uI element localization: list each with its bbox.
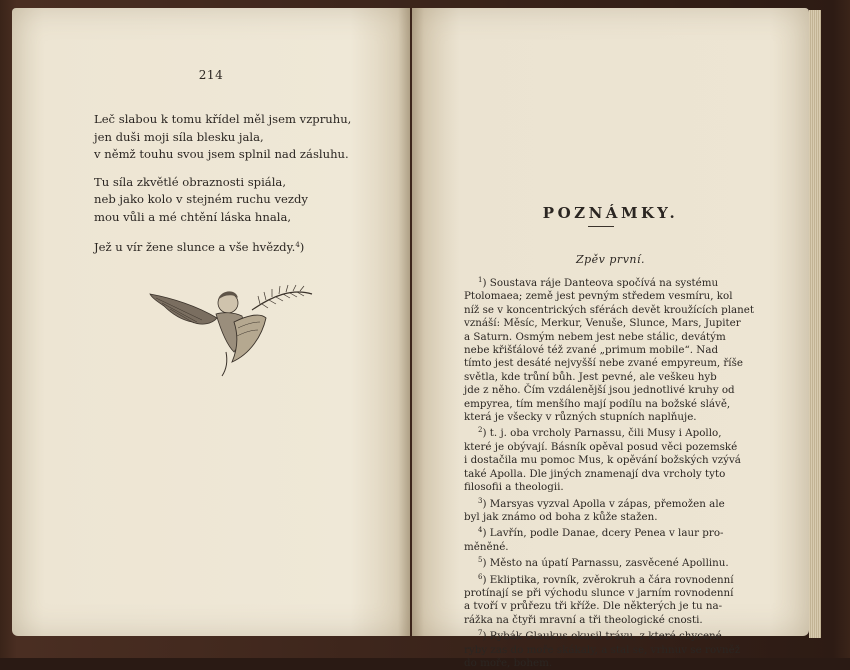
note-line: $^2$) t. j. oba vrcholy Parnassu, čili Musy i Apollo, xyxy=(478,426,722,440)
final-line xyxy=(94,237,394,257)
note-line: Ptolomaea; země jest pevným středem vesmíru, kol xyxy=(464,290,733,303)
note-line: a tvoří v průřezu tři kříže. Dle některých je tu na- xyxy=(464,600,723,613)
poem xyxy=(94,111,394,266)
stanza xyxy=(94,174,394,227)
poem-line: Leč slabou k tomu křídel měl jsem vzpruhu, xyxy=(94,112,352,126)
angel-with-palm-icon xyxy=(142,276,317,381)
note-line: vznáší: Měsíc, Merkur, Venuše, Slunce, Mars, Jupiter xyxy=(464,317,741,330)
note-line: protínají se při východu slunce v jarním rovnodenní xyxy=(464,586,734,599)
note-marker: 6 xyxy=(478,572,483,581)
poem-line: neb jako kolo v stejném ruchu vezdy xyxy=(94,192,308,207)
footnote-paren: ) xyxy=(299,239,305,254)
note-line: empyrea, tím menšího mají podílu na božské slávě, xyxy=(464,397,731,410)
note-line: $^3$) Marsyas vyzval Apolla v zápas, přemožen ale xyxy=(478,496,725,510)
note-marker: 5 xyxy=(478,556,483,565)
note-line: i dostačila mu pomoc Mus, k opěvání božských vzývá xyxy=(464,454,741,467)
note-marker: 7 xyxy=(478,629,483,638)
note-line: $^1$) Soustava ráje Danteova spočívá na systému xyxy=(478,276,719,289)
note-line: měněné. xyxy=(464,540,509,553)
notes-heading: POZNÁMKY. xyxy=(542,204,679,222)
note-marker: 2 xyxy=(478,426,483,435)
poem-line: mou vůli a mé chtění láska hnala, xyxy=(94,209,292,224)
note-marker: 3 xyxy=(478,496,483,505)
note-line: rážka na čtyři mravní a tři theologické cnosti. xyxy=(464,613,703,626)
note-line: $^4$) Lavřín, podle Danae, dcery Penea v laur pro- xyxy=(478,526,724,540)
note-marker: 4 xyxy=(478,526,483,535)
note-marker: 1 xyxy=(478,276,483,284)
canto-subheading: Zpěv první. xyxy=(575,253,646,266)
poem-line xyxy=(94,237,394,257)
note-line: která je všecky v různých stupních naplňuje. xyxy=(464,411,697,424)
note-line: jde z něho. Čím vzdálenější jsou jednotlivé kruhy od xyxy=(464,384,735,397)
note-line: a Saturn. Osmým nebem jest nebe stálic, devátým xyxy=(464,330,726,343)
right-page xyxy=(412,8,809,669)
note-line: které je obývají. Básník opěval posud věci pozemské xyxy=(464,440,738,453)
poem-line: Tu síla zkvětlé obraznosti spiála, xyxy=(94,174,287,189)
note-line: do moře, bohem. xyxy=(464,656,553,669)
note-line: $^5$) Město na úpatí Parnassu, zasvěcené Apollinu. xyxy=(478,556,729,570)
footnote-marker: 4 xyxy=(295,240,300,249)
stanza xyxy=(94,111,394,164)
note-line: světla, kde trůní bůh. Jest pevné, ale veškeu hyb xyxy=(464,370,717,383)
left-page xyxy=(12,8,410,636)
heading-rule xyxy=(588,226,614,227)
note-line: $^7$) Rybák Glaukus okusil trávu, z které chycené xyxy=(478,629,722,643)
note-line: níž se v koncentrických sférách devět kroužících planet xyxy=(464,303,755,316)
note-line: nebe křišťálové též zvané „primum mobile“. Nad xyxy=(464,344,719,357)
note-line: byl jak známo od boha z kůže stažen. xyxy=(464,510,658,523)
note-line: filosofii a theologii. xyxy=(464,481,564,494)
page-edges xyxy=(809,10,821,638)
page-number: 214 xyxy=(198,68,224,82)
note-line: také Apolla. Dle jiných znamenají dva vrcholy tyto xyxy=(464,467,726,480)
note-line: tímto jest desáté nejvyšší nebe zvané empyreum, říše xyxy=(464,357,743,370)
poem-line-text: Jež u vír žene slunce a vše hvězdy. xyxy=(94,239,296,254)
poem-line: v němž touhu svou jsem splnil nad zásluhu. xyxy=(94,147,349,162)
poem-line: jen duši moji síla blesku jala, xyxy=(94,129,264,144)
notes-list xyxy=(464,274,755,670)
note-line: ryby zas do moře skákaly, a stal se, vrhnuv se rovněž xyxy=(464,643,741,656)
note-line: $^6$) Ekliptika, rovník, zvěrokruh a čára rovnodenní xyxy=(478,572,734,586)
